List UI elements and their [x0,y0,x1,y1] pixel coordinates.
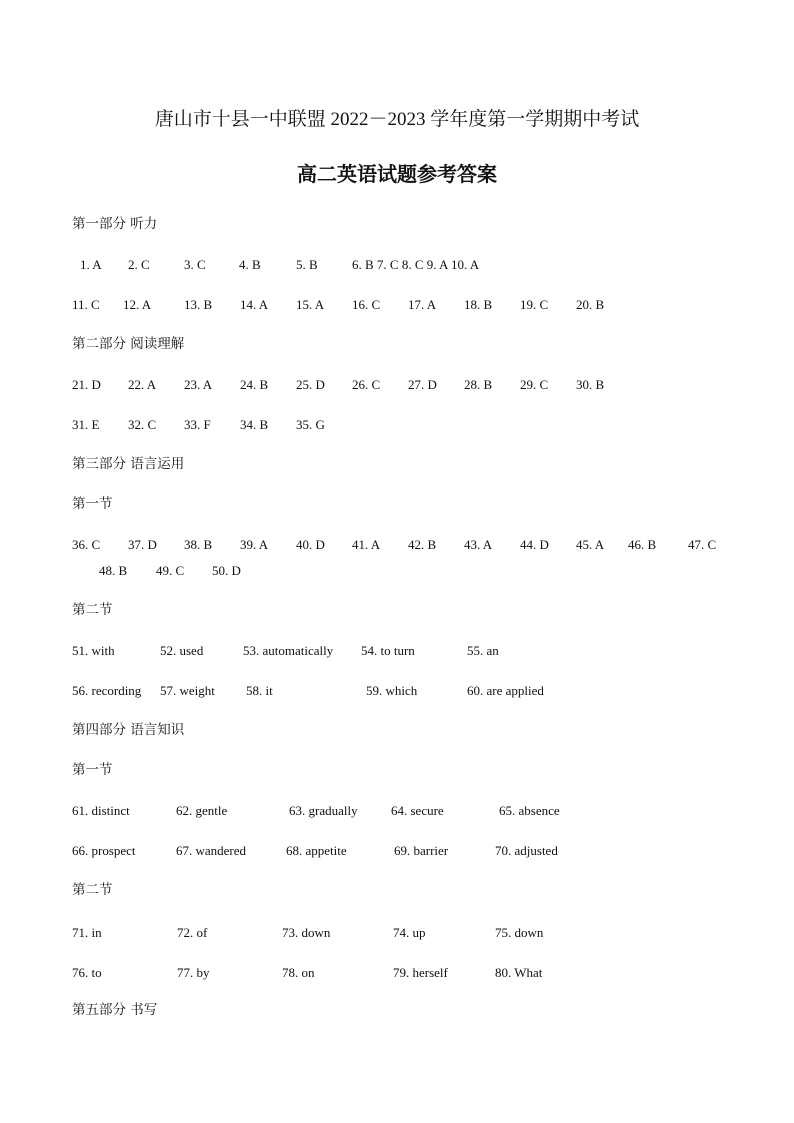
answer: 28. B [464,377,493,392]
answer: 52. used [160,643,204,658]
answer: 16. C [352,297,381,312]
answer: 45. A [576,537,605,552]
answer: 1. A [80,257,102,272]
answer: 15. A [296,297,325,312]
answer: 56. recording [72,683,142,698]
answer: 36. C [72,537,101,552]
section-heading: 第五部分 书写 [72,1002,158,1018]
answer: 49. C [156,563,185,578]
section-heading: 第三部分 语言运用 [72,456,185,472]
answer: 51. with [72,643,115,658]
answer: 74. up [393,925,426,940]
answer: 27. D [408,377,437,392]
answer: 18. B [464,297,493,312]
answer: 77. by [177,965,210,980]
answer: 5. B [296,257,318,272]
answer: 19. C [520,297,549,312]
answer: 76. to [72,965,102,980]
answer: 33. F [184,417,211,432]
page-title: 唐山市十县一中联盟 2022－2023 学年度第一学期期中考试 [154,109,640,130]
answer: 69. barrier [394,843,449,858]
subsection-heading: 第二节 [72,602,113,618]
answer: 31. E [72,417,100,432]
answer: 40. D [296,537,325,552]
answer: 14. A [240,297,269,312]
answer: 24. B [240,377,269,392]
answer: 59. which [366,683,418,698]
answer: 20. B [576,297,605,312]
answer: 70. adjusted [495,843,558,858]
answer: 34. B [240,417,269,432]
section-heading: 第四部分 语言知识 [72,722,185,738]
answer: 38. B [184,537,213,552]
answer: 72. of [177,925,208,940]
answer: 57. weight [160,683,215,698]
answer: 54. to turn [361,643,415,658]
answer: 67. wandered [176,843,247,858]
answer: 55. an [467,643,499,658]
answer: 22. A [128,377,157,392]
answer: 44. D [520,537,549,552]
answer: 79. herself [393,965,448,980]
answer: 13. B [184,297,213,312]
answer: 50. D [212,563,241,578]
answer: 29. C [520,377,549,392]
answer: 17. A [408,297,437,312]
section-heading: 第二部分 阅读理解 [72,336,185,352]
answer: 63. gradually [289,803,358,818]
answer: 21. D [72,377,101,392]
answer: 3. C [184,257,206,272]
answer: 30. B [576,377,605,392]
answer: 12. A [123,297,152,312]
answer: 23. A [184,377,213,392]
answer: 39. A [240,537,269,552]
answer: 41. A [352,537,381,552]
answer: 73. down [282,925,331,940]
answer: 68. appetite [286,843,347,858]
answer: 26. C [352,377,381,392]
answer: 65. absence [499,803,560,818]
answer: 60. are applied [467,683,544,698]
answer: 64. secure [391,803,444,818]
answer: 78. on [282,965,315,980]
answer: 42. B [408,537,437,552]
answer: 62. gentle [176,803,228,818]
answer: 58. it [246,683,273,698]
answer: 48. B [99,563,128,578]
subsection-heading: 第一节 [72,496,113,512]
answer: 37. D [128,537,157,552]
answer: 61. distinct [72,803,130,818]
section-heading: 第一部分 听力 [72,216,158,232]
answer: 43. A [464,537,493,552]
answer: 32. C [128,417,157,432]
answer: 53. automatically [243,643,334,658]
page-subtitle: 高二英语试题参考答案 [297,164,497,186]
answer: 11. C [72,297,100,312]
subsection-heading: 第一节 [72,762,113,778]
answer: 4. B [239,257,261,272]
answer: 80. What [495,965,543,980]
answer: 2. C [128,257,150,272]
answer: 25. D [296,377,325,392]
subsection-heading: 第二节 [72,882,113,898]
answer: 47. C [688,537,717,552]
answer: 46. B [628,537,657,552]
answer: 71. in [72,925,102,940]
answer: 35. G [296,417,325,432]
answer: 75. down [495,925,544,940]
answer: 66. prospect [72,843,136,858]
answer: 6. B 7. C 8. C 9. A 10. A [352,257,480,272]
